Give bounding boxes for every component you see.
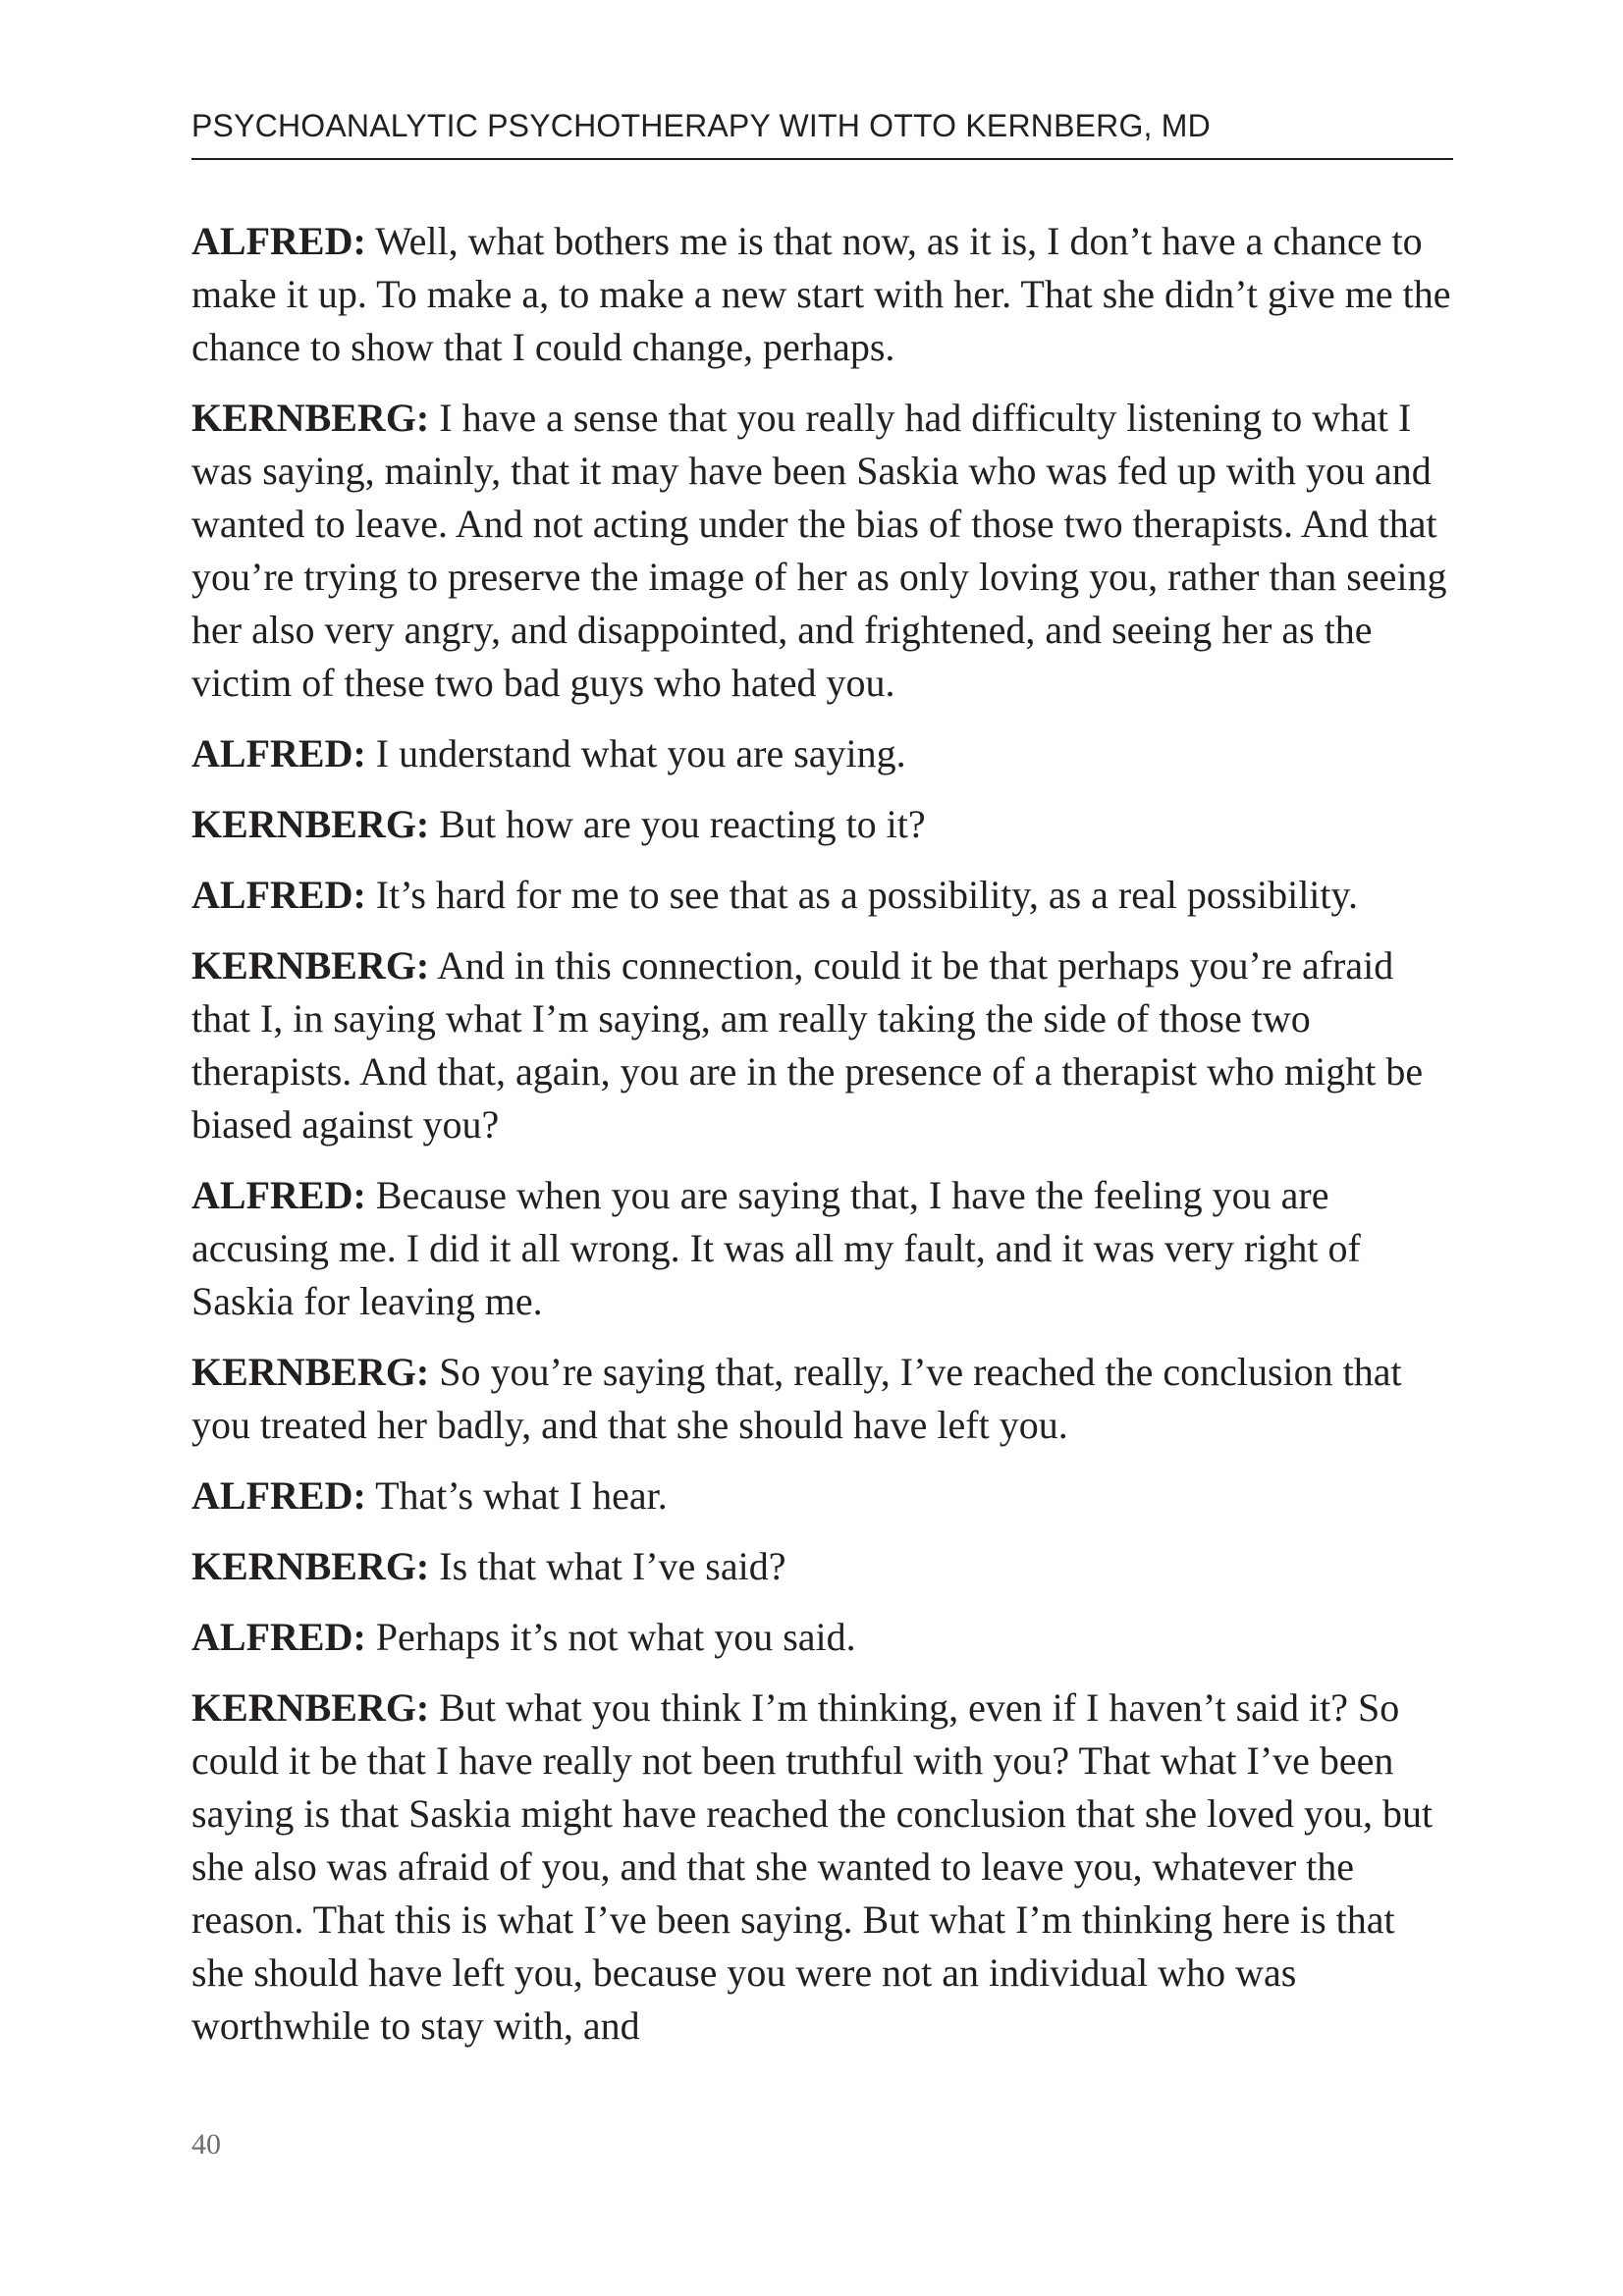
dialogue-turn xyxy=(191,939,1453,1151)
speaker-label: KERNBERG: xyxy=(191,1350,430,1394)
dialogue-turn xyxy=(191,1469,1453,1522)
header-rule xyxy=(191,158,1453,160)
dialogue-text: Well, what bothers me is that now, as it is, I don’t have a chance to make it up. To make a, to make a new start with her. That she didn’t give me the chance to show that I could change, perhaps. xyxy=(191,219,1451,369)
speaker-label: KERNBERG: xyxy=(191,396,430,440)
speaker-label: ALFRED: xyxy=(191,1615,366,1659)
transcript xyxy=(191,215,1453,2070)
dialogue-text: Perhaps it’s not what you said. xyxy=(375,1615,856,1659)
dialogue-text: Because when you are saying that, I have the feeling you are accusing me. I did it all wrong. It was all my fault, and it was very right of Saskia for leaving me. xyxy=(191,1173,1361,1323)
dialogue-turn xyxy=(191,1346,1453,1452)
dialogue-text: Is that what I’ve said? xyxy=(439,1544,786,1588)
speaker-label: ALFRED: xyxy=(191,1473,366,1518)
dialogue-text: That’s what I hear. xyxy=(375,1473,668,1518)
dialogue-text: I understand what you are saying. xyxy=(375,731,906,775)
dialogue-turn xyxy=(191,1169,1453,1328)
speaker-label: KERNBERG: xyxy=(191,1685,430,1730)
dialogue-turn xyxy=(191,1611,1453,1664)
dialogue-turn xyxy=(191,1540,1453,1593)
dialogue-text: So you’re saying that, really, I’ve reached the conclusion that you treated her badly, and that she should have left you. xyxy=(191,1350,1402,1447)
speaker-label: ALFRED: xyxy=(191,873,366,917)
speaker-label: KERNBERG: xyxy=(191,802,430,846)
dialogue-text: But how are you reacting to it? xyxy=(439,802,926,846)
dialogue-turn xyxy=(191,215,1453,374)
speaker-label: ALFRED: xyxy=(191,1173,366,1217)
speaker-label: KERNBERG: xyxy=(191,1544,430,1588)
dialogue-turn xyxy=(191,798,1453,851)
dialogue-text: But what you think I’m thinking, even if I haven’t said it? So could it be that I have really not been truthful with you? That what I’ve been saying is that Saskia might have reached the conclusion that she loved you, but she also was afraid of you, and that she wanted to leave you, whatever the reason. That this is what I’ve been saying. But what I’m thinking here is that she should have left you, because you were not an individual who was worthwhile to stay with, and xyxy=(191,1685,1434,2048)
speaker-label: ALFRED: xyxy=(191,731,366,775)
running-head: PSYCHOANALYTIC PSYCHOTHERAPY WITH OTTO KERNBERG, MD xyxy=(191,108,1211,143)
page-number: 40 xyxy=(191,2128,221,2161)
dialogue-text: And in this connection, could it be that perhaps you’re afraid that I, in saying what I’m saying, am really taking the side of those two therapists. And that, again, you are in the presence of a therapist who might be biased against you? xyxy=(191,943,1424,1147)
speaker-label: ALFRED: xyxy=(191,219,366,263)
dialogue-text: I have a sense that you really had difficulty listening to what I was saying, mainly, that it may have been Saskia who was fed up with you and wanted to leave. And not acting under the bias of those two therapists. And that you’re trying to preserve the image of her as only loving you, rather than seeing her also very angry, and disappointed, and frightened, and seeing her as the victim of these two bad guys who hated you. xyxy=(191,396,1447,705)
speaker-label: KERNBERG: xyxy=(191,943,430,988)
dialogue-turn xyxy=(191,869,1453,922)
dialogue-turn xyxy=(191,392,1453,710)
dialogue-turn xyxy=(191,727,1453,780)
dialogue-turn xyxy=(191,1682,1453,2053)
dialogue-text: It’s hard for me to see that as a possibility, as a real possibility. xyxy=(375,873,1358,917)
